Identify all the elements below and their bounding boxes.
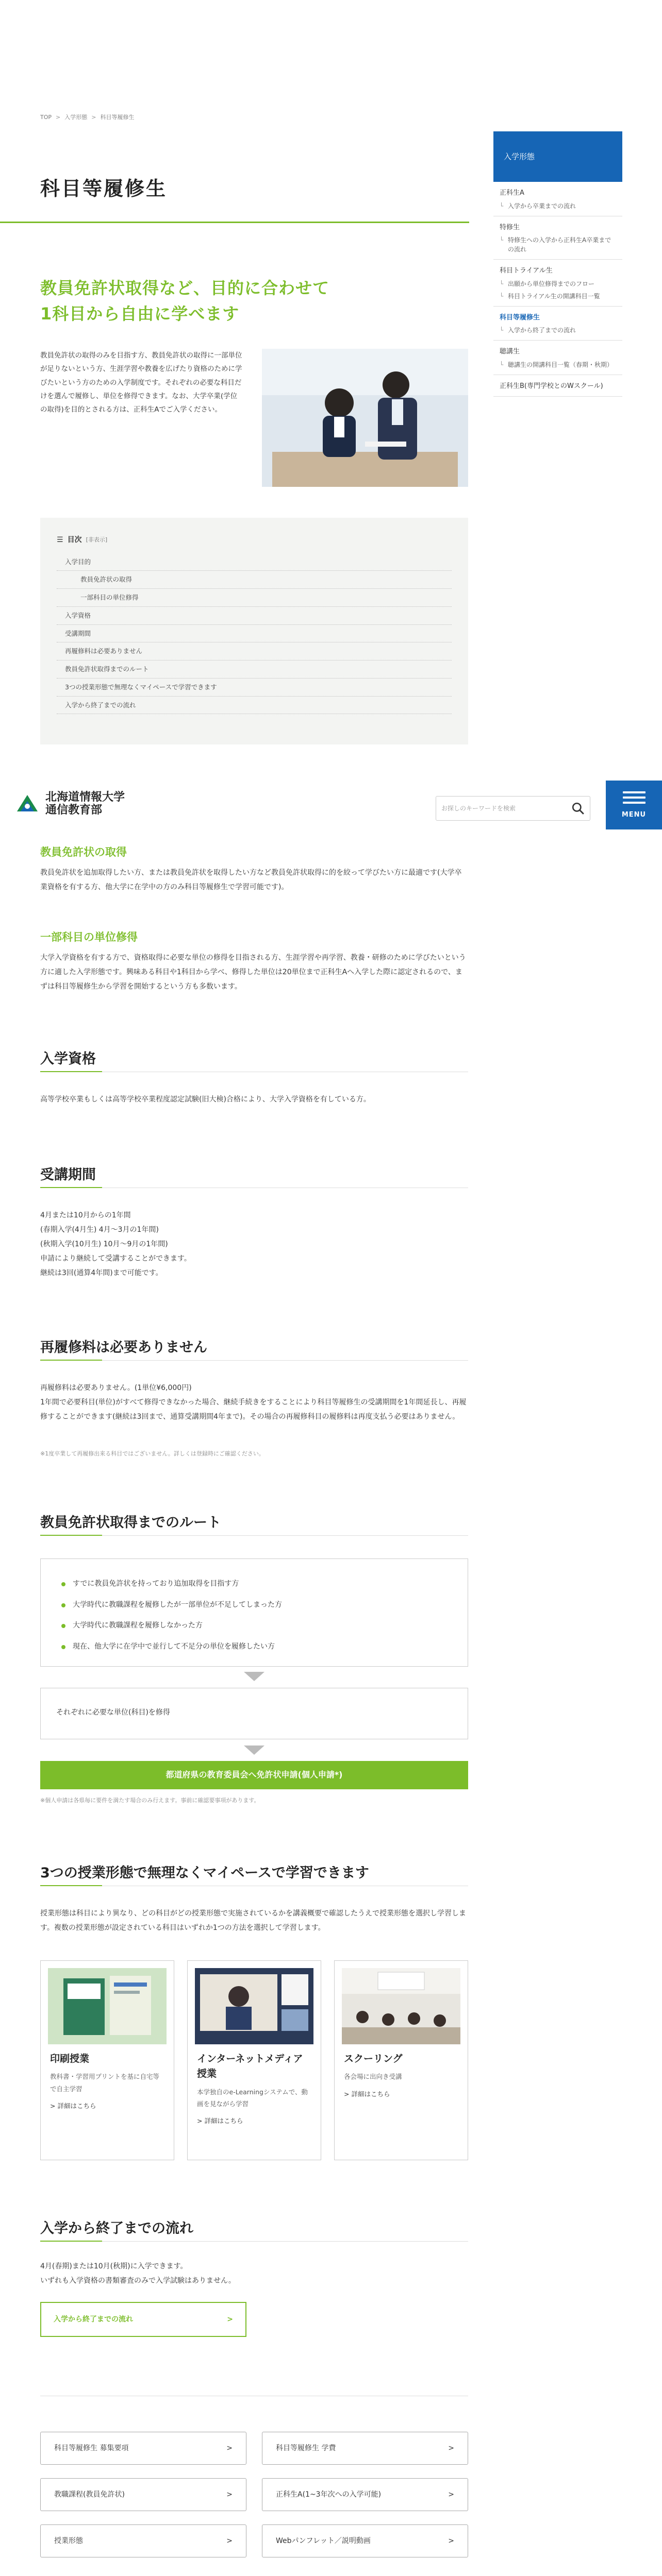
period-line: (秋期入学(10月生) 10月～9月の1年間) — [40, 1240, 168, 1248]
side-nav-item-regular-a[interactable]: 正科生A — [500, 189, 524, 197]
link-button-label: 授業形態 — [54, 2536, 83, 2545]
lead-text: 教員免許状の取得のみを目指す方、教員免許状の取得に一部単位が足りないという方、生涯学習や教養を広げたり資格のために学びたいという方のための入学制度です。それぞれの必要な科目だけを選んで履修し、単位を修得できます。なお、大学卒業(学位の取得)を目的とされる方は、正科生Aでご入学ください。 — [40, 351, 242, 414]
style-card-print[interactable] — [40, 1960, 174, 2160]
logo-line-1: 北海道情報大学 — [45, 791, 125, 804]
card-text: 本学独自のe-Learningシステムで、動画を見ながら学習 — [197, 2088, 308, 2108]
toc-item[interactable]: 入学から終了までの流れ — [57, 697, 452, 715]
breadcrumb-admission[interactable]: 入学形態 — [64, 114, 88, 121]
flow-button[interactable] — [40, 2302, 246, 2337]
period-heading: 受講期間 — [40, 1167, 96, 1183]
flow-line: いずれも入学資格の書類審査のみで入学試験はありません。 — [40, 2277, 236, 2285]
logo-line-2: 通信教育部 — [45, 804, 103, 817]
eligibility-text: 高等学校卒業もしくは高等学校卒業程度認定試験(旧大検)合格により、大学入学資格を有している方。 — [40, 1095, 371, 1104]
period-line: 申請により継続して受講することができます。 — [40, 1255, 191, 1263]
card-title: 印刷授業 — [50, 2053, 90, 2064]
side-nav-item-special[interactable]: 特修生 — [500, 223, 520, 231]
side-nav-item-auditor[interactable]: 聴講生 — [500, 348, 520, 355]
flow-button-label: 入学から終了までの流れ — [54, 2315, 133, 2324]
credits-text: 大学入学資格を有する方で、資格取得に必要な単位の修得を目指される方、生涯学習や再学習、教養・研修のために学びたいという方に適した入学形態です。興味ある科目や1科目から学べ、修得した単位は20単位まで正科生Aへ入学した際に認定されるので、まずは科目等履修生から学習を開始するという方も多数います。 — [40, 954, 466, 991]
search-placeholder: お探しのキーワードを検索 — [441, 804, 516, 812]
side-nav — [493, 131, 622, 397]
toc-item[interactable]: 入学目的 — [57, 553, 452, 571]
side-nav-subitem[interactable]: └ 出願から単位修得までのフロー — [500, 276, 616, 289]
toc-header — [57, 533, 452, 547]
period-line: 4月または10月からの1年間 — [40, 1211, 131, 1219]
toc-item[interactable]: 入学資格 — [57, 607, 452, 625]
side-nav-group — [493, 260, 622, 307]
down-arrow-icon — [244, 1672, 264, 1681]
link-button[interactable] — [40, 2524, 246, 2557]
chevron-right-icon: > — [448, 2490, 454, 2499]
side-nav-subitem[interactable]: └ 特修生への入学から正科生A卒業までの流れ — [500, 232, 616, 254]
link-button[interactable] — [262, 2432, 468, 2465]
side-nav-subitem[interactable]: └ 聴講生の開講科目一覧（春期・秋期） — [500, 357, 616, 369]
chevron-right-icon: > — [226, 2444, 233, 2452]
chevron-right-icon: > — [344, 2090, 350, 2098]
heading-accent-line — [40, 1360, 102, 1361]
side-nav-subitem[interactable]: └ 科目トライアル生の開講科目一覧 — [500, 289, 616, 301]
section-divider — [40, 1535, 468, 1536]
card-title: スクーリング — [344, 2053, 403, 2064]
breadcrumb-top[interactable]: TOP — [40, 114, 52, 121]
card-title: インターネットメディア授業 — [197, 2053, 303, 2080]
menu-button[interactable] — [606, 781, 662, 829]
route-final-step: 都道府県の教育委員会へ免許状申請(個人申請*) — [40, 1761, 468, 1789]
page-title: 科目等履修生 — [40, 177, 168, 200]
eligibility-heading: 入学資格 — [40, 1051, 96, 1067]
lead-photo-students — [262, 349, 468, 487]
link-button[interactable] — [40, 2478, 246, 2511]
side-nav-group — [493, 216, 622, 260]
credits-heading: 一部科目の単位修得 — [40, 931, 138, 943]
breadcrumb-separator: > — [91, 114, 96, 121]
chevron-right-icon: > — [448, 2536, 454, 2545]
period-text — [40, 1208, 468, 1280]
link-button-label: 教職課程(教員免許状) — [54, 2490, 125, 2499]
heading-accent-line — [40, 2241, 102, 2242]
chevron-right-icon: > — [226, 2490, 233, 2499]
card-image-textbooks — [48, 1968, 167, 2044]
breadcrumb — [40, 112, 134, 123]
lead-heading — [40, 276, 329, 327]
period-line: (春期入学(4月生) 4月～3月の1年間) — [40, 1226, 159, 1234]
side-nav-subitem[interactable]: └ 入学から終了までの流れ — [500, 323, 616, 335]
chevron-right-icon: > — [197, 2117, 203, 2125]
site-logo[interactable] — [14, 791, 125, 817]
styles-heading: 3つの授業形態で無理なくマイペースで学習できます — [40, 1865, 369, 1881]
link-button-label: 正科生A(1~3年次への入学可能) — [276, 2490, 382, 2499]
university-logo-icon — [14, 791, 40, 817]
card-detail-link[interactable] — [41, 2095, 174, 2112]
breadcrumb-current: 科目等履修生 — [100, 114, 135, 121]
toc-item[interactable]: 教員免許状取得までのルート — [57, 660, 452, 679]
heading-accent-line — [40, 1535, 102, 1536]
route-condition: 現在、他大学に在学中で並行して不足分の単位を履修したい方 — [61, 1636, 447, 1657]
breadcrumb-separator: > — [56, 114, 61, 121]
side-nav-group — [493, 375, 622, 397]
side-nav-item-regular-b[interactable]: 正科生B(専門学校とのWスクール) — [500, 382, 603, 390]
search-icon[interactable] — [571, 802, 585, 815]
toc-title: 目次 — [67, 536, 82, 544]
chevron-right-icon: > — [50, 2102, 56, 2110]
flow-heading: 入学から終了までの流れ — [40, 2221, 193, 2236]
hamburger-icon — [623, 788, 646, 807]
section-divider — [40, 1360, 468, 1361]
toc-item[interactable]: 3つの授業形態で無理なくマイペースで学習できます — [57, 679, 452, 697]
heading-accent-line — [40, 1071, 102, 1072]
side-nav-item-credit[interactable]: 科目等履修生 — [500, 313, 540, 321]
search-input[interactable] — [436, 796, 590, 821]
side-nav-group — [493, 341, 622, 375]
card-link-label: 詳細はこちら — [351, 2090, 390, 2098]
toc-toggle[interactable]: [非表示] — [86, 536, 108, 543]
side-nav-group — [493, 182, 622, 216]
route-step: それぞれに必要な単位(科目)を修得 — [40, 1688, 468, 1739]
style-card-internet[interactable] — [187, 1960, 321, 2160]
toc-item[interactable]: 再履修料は必要ありません — [57, 642, 452, 660]
route-heading: 教員免許状取得までのルート — [40, 1515, 221, 1531]
card-link-label: 詳細はこちら — [204, 2117, 243, 2125]
styles-text: 授業形態は科目により異なり、どの科目がどの授業形態で実施されているかを講義概要で確認したうえで授業形態を選択し学習します。複数の授業形態が設定されている科目はいずれか1つの方法を選択して学習します。 — [40, 1909, 466, 1932]
section-divider — [40, 2241, 468, 2242]
link-button[interactable] — [40, 2432, 246, 2465]
card-detail-link[interactable] — [335, 2083, 468, 2100]
card-link-label: 詳細はこちら — [57, 2102, 96, 2110]
route-condition: すでに教員免許状を持っており追加取得を目指す方 — [61, 1573, 447, 1595]
flow-text — [40, 2259, 468, 2288]
heading-accent-line — [40, 1885, 102, 1886]
repeat-text: 再履修料は必要ありません。(1単位¥6,000円) 1年間で必要科目(単位)がすべて修得できなかった場合、継続手続きをすることにより科目等履修生の受講期間を1年間延長し、再履修することができます(継続は3回まで、通算受講期間4年まで)。その場合の再履修科目の履修料は再度支払う必要はありません。 — [40, 1384, 467, 1421]
repeat-heading: 再履修料は必要ありません — [40, 1340, 207, 1355]
toc-item[interactable]: 教員免許状の取得 — [57, 571, 452, 589]
side-nav-head[interactable]: 入学形態 — [493, 131, 622, 182]
card-detail-link[interactable] — [188, 2110, 321, 2127]
list-icon: ☰ — [57, 536, 63, 544]
down-arrow-icon — [244, 1745, 264, 1755]
toc-item[interactable]: 一部科目の単位修得 — [57, 589, 452, 607]
chevron-right-icon: > — [227, 2315, 233, 2324]
repeat-note: ※1度卒業して再履修出来る科目ではございません。詳しくは登録時にご確認ください。 — [40, 1450, 264, 1457]
route-condition: 大学時代に教職課程を履修したが一部単位が不足してしまった方 — [61, 1595, 447, 1616]
card-image-video — [195, 1968, 313, 2044]
link-button-label: 科目等履修生 募集要項 — [54, 2444, 129, 2452]
lead-heading-line-2: 1科目から自由に学べます — [40, 303, 240, 324]
menu-label: MENU — [621, 811, 647, 819]
side-nav-subitem[interactable]: └ 入学から卒業までの流れ — [500, 198, 616, 211]
card-text: 教科書・学習用プリントを基に自宅等で自主学習 — [50, 2073, 160, 2093]
chevron-right-icon: > — [448, 2444, 454, 2452]
link-button-label: 科目等履修生 学費 — [276, 2444, 336, 2452]
card-image-classroom — [342, 1968, 460, 2044]
link-button[interactable] — [262, 2524, 468, 2557]
license-heading: 教員免許状の取得 — [40, 846, 127, 858]
period-line: 継続は3回(通算4年間)まで可能です。 — [40, 1269, 163, 1277]
route-conditions — [40, 1558, 468, 1667]
route-condition: 大学時代に教職課程を履修しなかった方 — [61, 1615, 447, 1636]
table-of-contents — [40, 518, 468, 744]
route-note: ※個人申請は各県毎に要件を満たす場合のみ行えます。事前に確認要事項があります。 — [40, 1797, 260, 1804]
style-card-schooling[interactable] — [334, 1960, 468, 2160]
side-nav-item-trial[interactable]: 科目トライアル生 — [500, 267, 553, 275]
title-underline — [0, 222, 469, 223]
link-button-label: Webパンフレット／説明動画 — [276, 2536, 371, 2545]
side-nav-group — [493, 307, 622, 341]
chevron-right-icon: > — [226, 2536, 233, 2545]
card-text: 各会場に出向き受講 — [344, 2073, 402, 2081]
lead-heading-line-1: 教員免許状取得など、目的に合わせて — [40, 278, 330, 298]
flow-line: 4月(春期)または10月(秋期)に入学できます。 — [40, 2262, 188, 2270]
heading-accent-line — [40, 1187, 102, 1188]
toc-item[interactable]: 受講期間 — [57, 625, 452, 643]
link-button[interactable] — [262, 2478, 468, 2511]
license-text: 教員免許状を追加取得したい方、または教員免許状を取得したい方など教員免許状取得に的を絞って学びたい方に最適です(大学卒業資格を有する方、他大学に在学中の方のみ科目等履修生で学習可能です)。 — [40, 869, 462, 891]
